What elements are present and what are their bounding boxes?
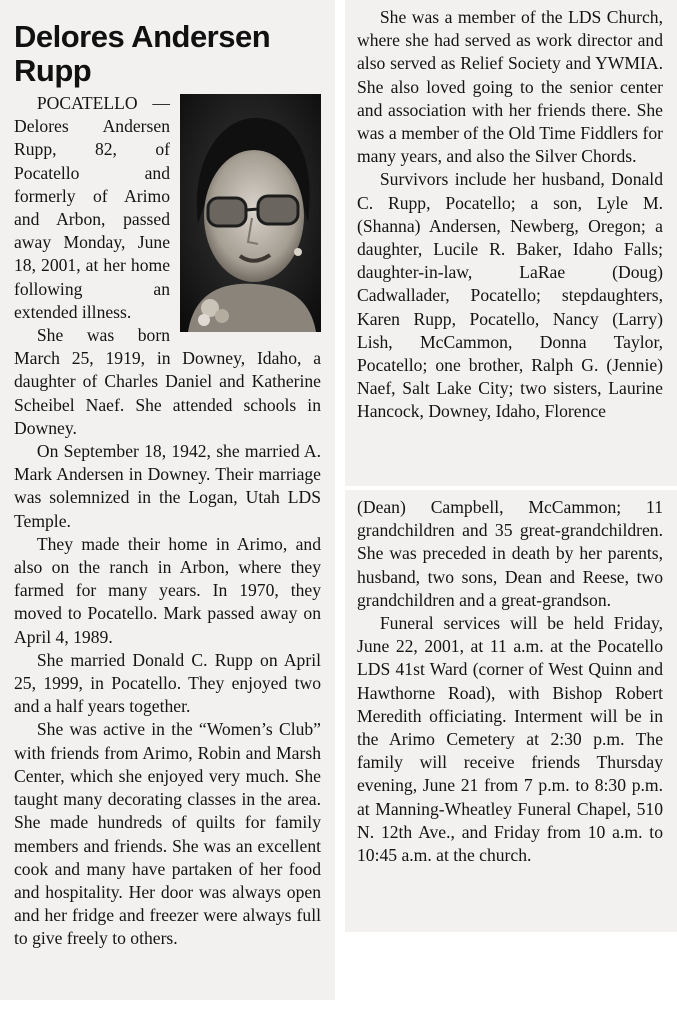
paragraph-remarriage: She married Donald C. Rupp on April 25, 1999, in Pocatello. They enjoyed two and a half years together. bbox=[14, 649, 321, 717]
paragraph-activities: She was active in the “Women’s Club” with friends from Arimo, Robin and Marsh Center, which she enjoyed very much. She taught many decorating classes in the area. She made hundreds of quilts for family members and friends. She was an excellent cook and many have partaken of her food and hospitality. Her door was always open and her fridge and freezer were always full to give freely to others. bbox=[14, 719, 321, 949]
obituary-clipping-left bbox=[0, 0, 335, 1000]
obituary-clipping-right-top bbox=[345, 0, 677, 486]
paragraph-intro-text: POCATELLO — Delores Andersen Rupp, 82, of Pocatello and formerly of Arimo and Arbon, passed away Monday, June 18, 2001, at her home following an extended illness. bbox=[14, 93, 170, 322]
obituary-clipping-right-bottom bbox=[345, 490, 677, 932]
headline-line-1: Delores Andersen bbox=[14, 19, 271, 54]
headline-line-2: Rupp bbox=[14, 53, 92, 88]
paragraph-funeral: Funeral services will be held Friday, June 22, 2001, at 11 a.m. at the Pocatello LDS 41st Ward (corner of West Quinn and Hawthorne Road), with Bishop Robert Meredith officiating. Interment will be in the Arimo Cemetery at 2:30 p.m. The family will receive friends Thursday evening, June 21 from 7 p.m. to 8:30 p.m. at Manning-Wheatley Funeral Chapel, 510 N. 12th Ave., and Friday from 10 a.m. to 10:45 a.m. at the church. bbox=[357, 613, 663, 866]
paragraph-survivors-continued: (Dean) Campbell, McCammon; 11 grandchildren and 35 great-grandchildren. She was preceded in death by her parents, husband, two sons, Dean and Reese, two grandchildren and a great-grandson. bbox=[357, 497, 663, 610]
paragraph-home: They made their home in Arimo, and also on the ranch in Arbon, where they farmed for many years. In 1970, they moved to Pocatello. Mark passed away on April 4, 1989. bbox=[14, 533, 321, 647]
portrait-photo bbox=[180, 94, 321, 332]
obituary-headline bbox=[14, 20, 321, 88]
paragraph-birth: She was born March 25, 1919, in Downey, Idaho, a daughter of Charles Daniel and Katherine Scheibel Naef. She attended schools in Downey. bbox=[14, 325, 321, 438]
paragraph-marriage: On September 18, 1942, she married A. Mark Andersen in Downey. Their marriage was solemnized in the Logan, Utah LDS Temple. bbox=[14, 441, 321, 531]
paragraph-survivors: Survivors include her husband, Donald C. Rupp, Pocatello; a son, Lyle M. (Shanna) Andersen, Newberg, Oregon; a daughter, Lucile R. Baker, Idaho Falls; daughter-in-law, LaRae (Doug) Cadwallader, Pocatello; stepdaughters, Karen Rupp, Pocatello, Nancy (Larry) Lish, McCammon, Donna Taylor, Pocatello; one brother, Ralph G. (Jennie) Naef, Salt Lake City; two sisters, Laurine Hancock, Downey, Idaho, Florence bbox=[357, 169, 663, 422]
paragraph-intro bbox=[14, 92, 321, 324]
paragraph-church: She was a member of the LDS Church, where she had served as work director and also served as Relief Society and YWMIA. She also loved going to the senior center and association with her friends there. She was a member of the Old Time Fiddlers for many years, and also the Silver Chords. bbox=[357, 7, 663, 167]
